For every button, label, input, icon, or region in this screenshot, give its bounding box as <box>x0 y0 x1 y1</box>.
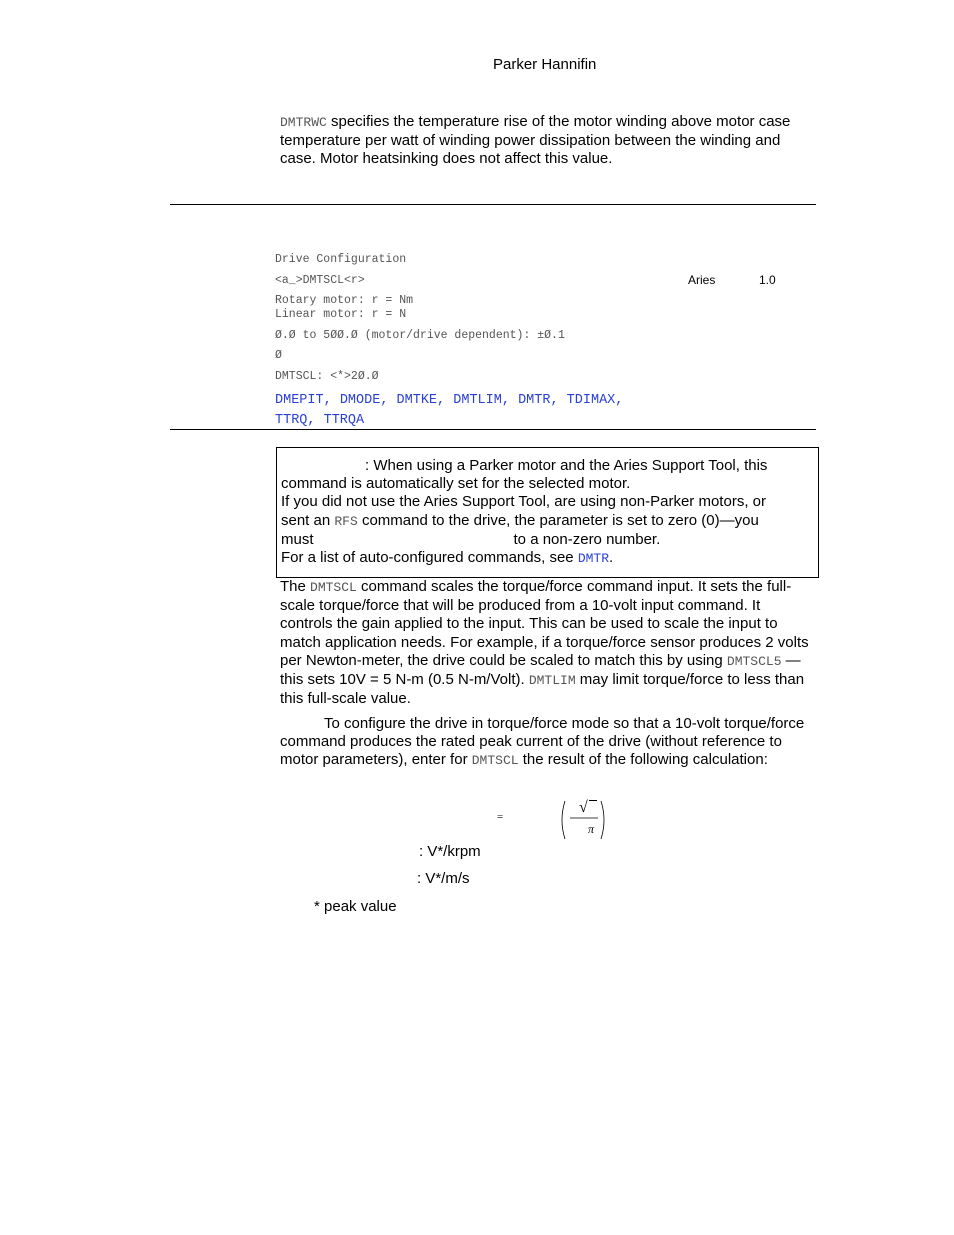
desc-code-dmtscl5: DMTSCL5 <box>726 653 782 669</box>
page-header: Parker Hannifin <box>493 56 597 73</box>
command-product: Aries <box>688 273 716 287</box>
command-syntax: <a_>DMTSCL<r> <box>275 274 365 287</box>
description-paragraph-2: To configure the drive in torque/force mode so that a 10-volt torque/force command produces the rated peak current of the drive (without reference to motor parameters), enter for DMTSCL the result of the following calculation: <box>280 715 805 769</box>
command-default: Ø <box>275 349 282 362</box>
link-ttrq[interactable]: TTRQ <box>275 413 308 428</box>
link-dmode[interactable]: DMODE <box>339 393 381 408</box>
note-line-5: must to a non-zero number. <box>281 530 661 548</box>
unit-linear: : V*/m/s <box>417 870 470 887</box>
command-response: DMTSCL: <*>2Ø.Ø <box>275 370 379 383</box>
sqrt-symbol: √ <box>579 799 588 816</box>
section-divider-top <box>170 204 816 205</box>
command-revision: 1.0 <box>759 273 776 287</box>
link-ttrqa[interactable]: TTRQA <box>323 413 365 428</box>
desc-code-dmtscl: DMTSCL <box>310 580 357 595</box>
desc-code-dmtscl-2: DMTSCL <box>471 753 519 769</box>
note-link-dmtr[interactable]: DMTR <box>577 551 610 567</box>
desc-code-dmtlim: DMTLIM <box>528 673 576 689</box>
link-dmepit[interactable]: DMEPIT <box>275 393 324 408</box>
see-also-links: DMEPIT, DMODE, DMTKE, DMTLIM, DMTR, TDIMAX, TTRQ, TTRQA <box>275 393 624 428</box>
intro-text: specifies the temperature rise of the motor winding above motor case temperature per watt of winding power dissipation between the winding and case. Motor heatsinking does not affect this value. <box>280 113 791 168</box>
unit-rotary: : V*/krpm <box>419 843 481 860</box>
command-type: Drive Configuration <box>275 253 407 266</box>
link-dmtr[interactable]: DMTR <box>518 393 551 408</box>
formula-equals: = <box>497 811 504 823</box>
intro-keyword: DMTRWC <box>280 115 327 130</box>
command-range: Ø.Ø to 5ØØ.Ø (motor/drive dependent): ±Ø.1 <box>275 329 565 342</box>
note-line-3: If you did not use the Aries Support Tool, are using non-Parker motors, or <box>281 493 766 511</box>
units-linear: Linear motor: r = N <box>275 308 407 321</box>
note-line-1: : When using a Parker motor and the Aries Support Tool, this <box>365 457 768 474</box>
note-line-2: command is automatically set for the selected motor. <box>281 475 631 493</box>
description-paragraph-1: The DMTSCL command scales the torque/force command input. It sets the full-scale torque/force that will be produced from a 10-volt input command. It controls the gain applied to the input. This can be used to scale the input to match application needs. For example, if a torque/force sensor produces 2 volts per Newton-meter, the drive could be scaled to match this by using DMTSCL5 — this sets 10V = 5 N-m (0.5 N-m/Volt). DMTLIM may limit torque/force to less than this full-scale value. <box>280 578 809 708</box>
intro-paragraph <box>280 113 815 169</box>
section-divider-bottom <box>170 429 816 430</box>
note-line-6: For a list of auto-configured commands, see DMTR. <box>281 549 614 567</box>
footnote-peak: * peak value <box>314 898 397 915</box>
note-rfs-code: RFS <box>334 513 358 529</box>
sqrt-bar <box>589 800 597 801</box>
note-text <box>281 457 815 568</box>
link-dmtlim[interactable]: DMTLIM <box>453 393 502 408</box>
units-rotary: Rotary motor: r = Nm <box>275 294 414 307</box>
pi-symbol: π <box>588 822 595 836</box>
note-line-4: sent an RFS command to the drive, the parameter is set to zero (0)—you <box>281 511 759 529</box>
link-dmtke[interactable]: DMTKE <box>396 393 438 408</box>
link-tdimax[interactable]: TDIMAX <box>566 393 616 408</box>
